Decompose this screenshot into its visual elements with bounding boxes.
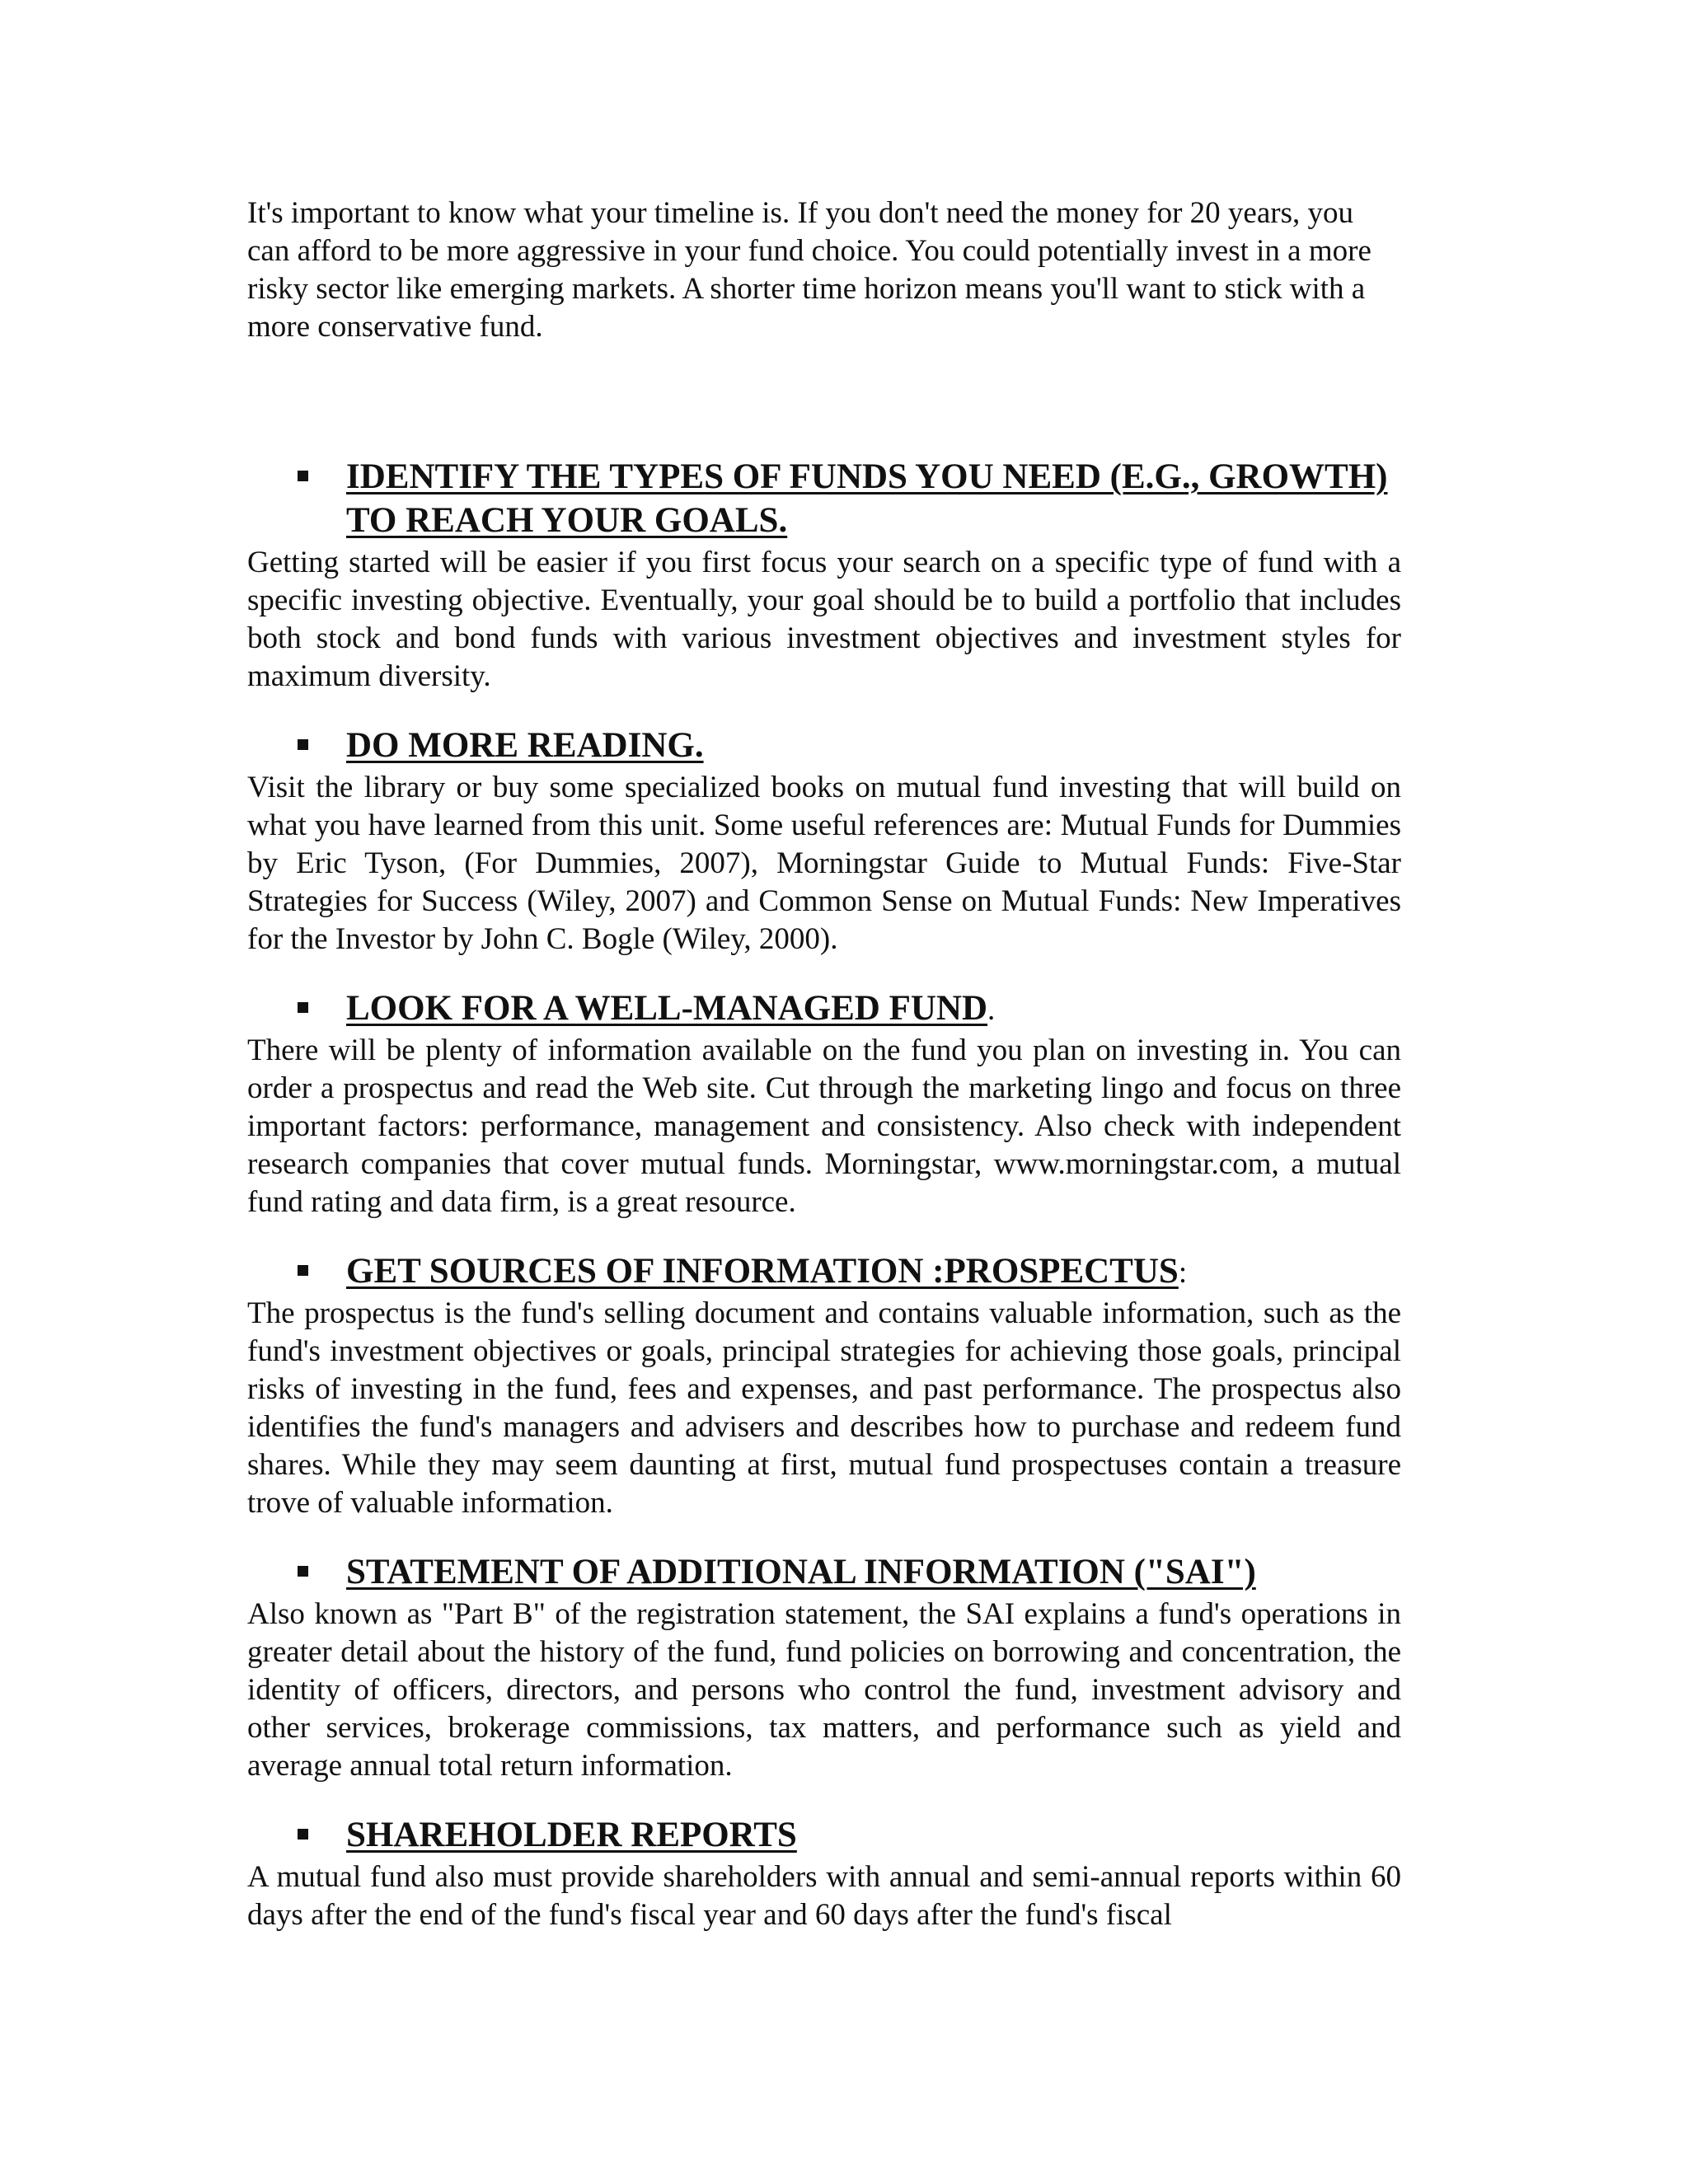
section-heading [247, 455, 1401, 544]
section-shareholder-reports [247, 1813, 1401, 1934]
section-prospectus [247, 1249, 1401, 1522]
section-heading [247, 1813, 1401, 1858]
square-bullet-icon [298, 739, 308, 750]
section-body: There will be plenty of information available on the fund you plan on investing in. You can order a prospectus and read the Web site. Cut through the marketing lingo and focus on three important factors: performance, management and consistency. Also check with independent research companies that cover mutual funds. Morningstar, www.morningstar.com, a mutual fund rating and data firm, is a great resource. [247, 1033, 1401, 1219]
section-body: Visit the library or buy some specialized books on mutual fund investing that will build on what you have learned from this unit. Some useful references are: Mutual Funds for Dummies by Eric Tyson, (For Dummies, 2007), Morningstar Guide to Mutual Funds: Five-Star Strategies for Success (Wiley, 2007) and Common Sense on Mutual Funds: New Imperatives for the Investor by John C. Bogle (Wiley, 2000). [247, 771, 1401, 956]
section-body: A mutual fund also must provide shareholders with annual and semi-annual reports within 60 days after the end of the fund's fiscal year and 60 days after the fund's fiscal [247, 1860, 1401, 1932]
section-body: Also known as "Part B" of the registration statement, the SAI explains a fund's operations in greater detail about the history of the fund, fund policies on borrowing and concentration, the identity of officers, directors, and persons who control the fund, investment advisory and other services, brokerage commissions, tax matters, and performance such as yield and average annual total return information. [247, 1597, 1401, 1783]
square-bullet-icon [298, 1566, 308, 1577]
section-heading-text: SHAREHOLDER REPORTS [346, 1816, 797, 1854]
square-bullet-icon [298, 1265, 308, 1276]
section-heading-text: GET SOURCES OF INFORMATION :PROSPECTUS [346, 1252, 1179, 1291]
section-sai [247, 1550, 1401, 1785]
section-heading [247, 987, 1401, 1032]
section-heading [247, 724, 1401, 769]
section-heading-text: IDENTIFY THE TYPES OF FUNDS YOU NEED (E.G., GROWTH) TO REACH YOUR GOALS. [346, 457, 1388, 540]
document-page [247, 194, 1401, 1934]
section-identify-funds [247, 455, 1401, 696]
section-heading-text: STATEMENT OF ADDITIONAL INFORMATION ("SAI") [346, 1553, 1256, 1591]
section-heading-suffix: . [987, 993, 996, 1027]
section-heading-suffix: : [1178, 1256, 1188, 1290]
square-bullet-icon [298, 1829, 308, 1840]
section-heading-text: LOOK FOR A WELL-MANAGED FUND [346, 989, 988, 1028]
section-body: Getting started will be easier if you first focus your search on a specific type of fund with a specific investing objective. Eventually, your goal should be to build a portfolio that includes both stock and bond funds with various investment objectives and investment styles for maximum diversity. [247, 546, 1401, 693]
intro-paragraph: It's important to know what your timeline is. If you don't need the money for 20 years, you can afford to be more aggressive in your fund choice. You could potentially invest in a more risky sector like emerging markets. A shorter time horizon means you'll want to stick with a more conservative fund. [247, 196, 1372, 344]
square-bullet-icon [298, 1002, 308, 1013]
section-heading [247, 1249, 1401, 1295]
section-do-more-reading [247, 724, 1401, 958]
section-body: The prospectus is the fund's selling document and contains valuable information, such as the fund's investment objectives or goals, principal strategies for achieving those goals, principal risks of investing in the fund, fees and expenses, and past performance. The prospectus also identifies the fund's managers and advisers and describes how to purchase and redeem fund shares. While they may seem daunting at first, mutual fund prospectuses contain a treasure trove of valuable information. [247, 1296, 1401, 1520]
section-well-managed-fund [247, 987, 1401, 1221]
section-heading-text: DO MORE READING. [346, 726, 704, 765]
section-heading [247, 1550, 1401, 1596]
square-bullet-icon [298, 471, 308, 481]
